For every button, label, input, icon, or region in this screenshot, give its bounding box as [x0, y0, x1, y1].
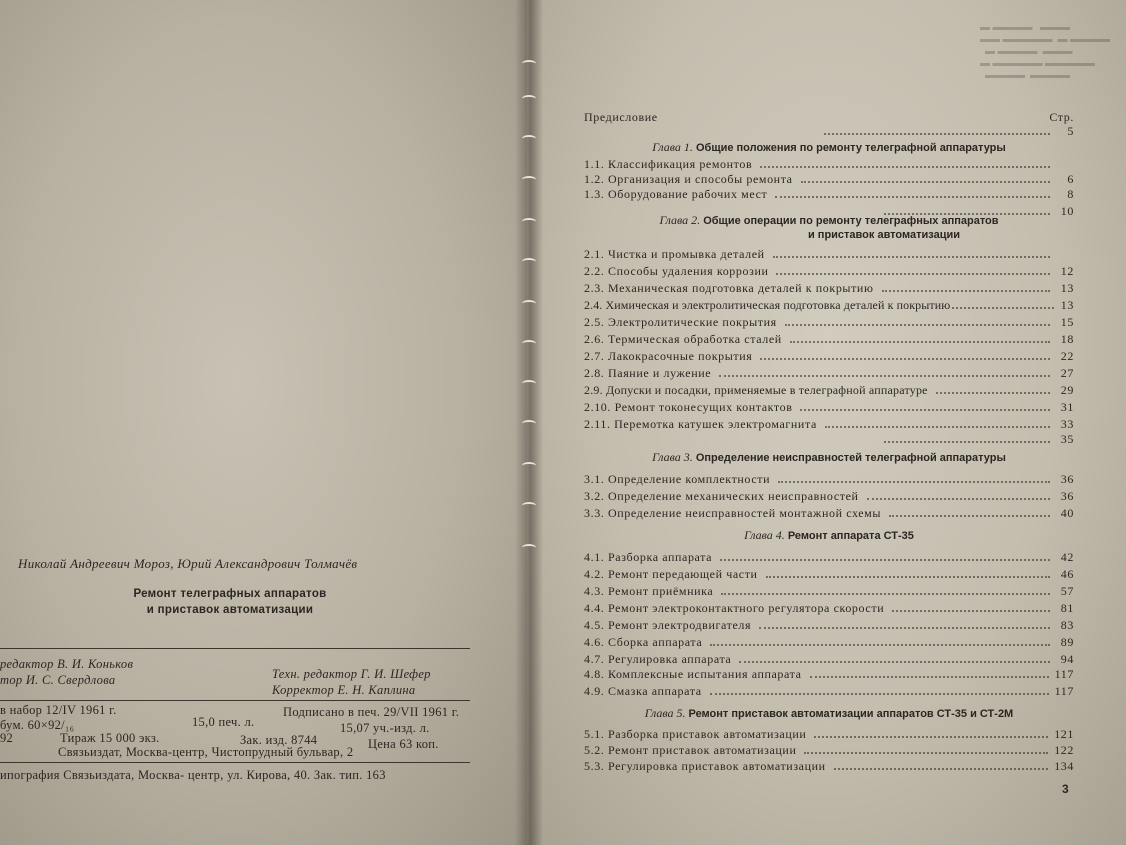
- binding-stitch: [522, 462, 536, 469]
- toc-preface-label: Предисловие: [584, 110, 658, 124]
- chapter-5-title: Ремонт приставок автоматизации аппаратов СТ-35 и СТ-2М: [688, 708, 1014, 720]
- order-code: 92: [0, 731, 14, 745]
- order-number: Зак. изд. 8744: [240, 733, 318, 747]
- chapter-4-number: Глава 4.: [744, 528, 785, 542]
- edit-sheets: 15,07 уч.-изд. л.: [340, 721, 430, 735]
- binding-stitch: [522, 176, 536, 183]
- binding-stitch: [522, 258, 536, 265]
- credit-corrector: Корректор Е. Н. Каплина: [272, 683, 416, 697]
- binding-stitch: [522, 380, 536, 387]
- binding-stitch: [522, 502, 536, 509]
- toc-preface-page: 5: [1067, 124, 1074, 138]
- authors: Николай Андреевич Мороз, Юрий Александрович Толмачёв: [18, 556, 358, 571]
- printer: ипография Связьиздата, Москва- центр, ул. Кирова, 40. Зак. тип. 163: [0, 768, 386, 782]
- binding-stitch: [522, 60, 536, 67]
- binding-stitch: [522, 340, 536, 347]
- toc-entry: 2.8. Паяние и лужение 27: [584, 366, 1074, 380]
- chapter-2-number: Глава 2.: [659, 213, 701, 227]
- toc-page-header: Стр.: [1049, 110, 1074, 124]
- binding-stitch: [522, 135, 536, 142]
- toc-entry: 4.9. Смазка аппарата 117: [584, 684, 1074, 698]
- chapter-2-heading: [584, 213, 1074, 242]
- toc-entry: 2.2. Способы удаления коррозии 12: [584, 264, 1074, 278]
- chapter-5-heading: [584, 706, 1074, 721]
- toc-entry: 2.11. Перемотка катушек электромагнита 33: [584, 417, 1074, 431]
- toc-entry: 1.3. Оборудование рабочих мест 8: [584, 187, 1074, 201]
- chapter-4-title: Ремонт аппарата СТ-35: [787, 530, 914, 542]
- toc-entry: 2.5. Электролитические покрытия 15: [584, 315, 1074, 329]
- toc-entry: 3.1. Определение комплектности 36: [584, 472, 1074, 486]
- chapter-3-page: 35: [1060, 432, 1074, 446]
- toc-entry: 3.3. Определение неисправностей монтажной схемы 40: [584, 506, 1074, 520]
- book-title-line1: Ремонт телеграфных аппаратов: [133, 588, 327, 600]
- publisher: Связьиздат, Москва-центр, Чистопрудный бульвар, 2: [58, 745, 354, 759]
- toc-entry: 5.3. Регулировка приставок автоматизации 134: [584, 759, 1074, 773]
- sign-date: Подписано в печ. 29/VII 1961 г.: [283, 705, 460, 719]
- toc-entry: 1.2. Организация и способы ремонта 6: [584, 172, 1074, 186]
- toc-entry: 2.4. Химическая и электролитическая подготовка деталей к покрытию 13: [584, 298, 1074, 312]
- divider: [0, 700, 470, 701]
- print-sheets: 15,0 печ. л.: [192, 715, 255, 729]
- chapter-1-number: Глава 1.: [652, 140, 693, 154]
- chapter-4-heading: [584, 528, 1074, 543]
- chapter-5-number: Глава 5.: [644, 706, 686, 720]
- binding-stitch: [522, 420, 536, 427]
- credit-second: тор И. С. Свердлова: [0, 673, 116, 687]
- toc-entry: 3.2. Определение механических неисправностей 36: [584, 489, 1074, 503]
- chapter-3-heading: [584, 450, 1074, 465]
- book-title-line2: и приставок автоматизации: [146, 604, 314, 616]
- toc-entry: 5.2. Ремонт приставок автоматизации 122: [584, 743, 1074, 757]
- toc-entry: 2.7. Лакокрасочные покрытия 22: [584, 349, 1074, 363]
- paper-format: бум. 60×92/₁₆: [0, 718, 75, 732]
- binding-stitch: [522, 95, 536, 102]
- chapter-3-title: Определение неисправностей телеграфной аппаратуры: [695, 452, 1006, 464]
- toc-entry: 2.9. Допуски и посадки, применяемые в телеграфной аппаратуре 29: [584, 383, 1074, 397]
- circulation: Тираж 15 000 экз.: [60, 731, 160, 745]
- chapter-3-number: Глава 3.: [652, 450, 693, 464]
- chapter-2-title-line2: и приставок автоматизации: [807, 229, 960, 241]
- toc-entry: 4.1. Разборка аппарата 42: [584, 550, 1074, 564]
- toc-entry: 2.10. Ремонт токонесущих контактов 31: [584, 400, 1074, 414]
- print-date: в набор 12/IV 1961 г.: [0, 703, 117, 717]
- toc-entry: 4.8. Комплексные испытания аппарата 117: [584, 667, 1074, 681]
- chapter-1-title: Общие положения по ремонту телеграфной аппаратуры: [695, 142, 1006, 154]
- divider: [0, 762, 470, 763]
- toc-entry: 2.3. Механическая подготовка деталей к покрытию 13: [584, 281, 1074, 295]
- credit-tech-editor: Техн. редактор Г. И. Шефер: [272, 667, 431, 681]
- toc-entry: 4.6. Сборка аппарата 89: [584, 635, 1074, 649]
- toc-entry: 2.1. Чистка и промывка деталей: [584, 247, 1074, 262]
- chapter-2-page: 10: [1060, 204, 1074, 218]
- toc-chapter-3-page-row: [584, 432, 1074, 447]
- toc-entry: 2.6. Термическая обработка сталей 18: [584, 332, 1074, 346]
- toc-entry: 4.7. Регулировка аппарата 94: [584, 652, 1074, 666]
- credit-editor: редактор В. И. Коньков: [0, 657, 134, 671]
- toc-entry: 4.2. Ремонт передающей части 46: [584, 567, 1074, 581]
- price: Цена 63 коп.: [368, 737, 439, 751]
- binding-stitch: [522, 300, 536, 307]
- toc-entry: 4.4. Ремонт электроконтактного регулятора скорости 81: [584, 601, 1074, 615]
- toc-entry: 4.5. Ремонт электродвигателя 83: [584, 618, 1074, 632]
- toc-entry: 1.1. Классификация ремонтов: [584, 157, 1074, 172]
- page-number: 3: [1062, 782, 1069, 796]
- chapter-2-title: Общие операции по ремонту телеграфных аппаратов: [703, 215, 999, 227]
- bleed-through-text: ▬ ▬▬▬▬ ▬▬▬ ▬▬ ▬▬▬▬▬ ▬ ▬▬▬▬ ▬ ▬▬▬▬ ▬▬▬ ▬ ▬▬▬▬▬ ▬▬▬▬▬ ▬▬▬▬ ▬▬▬▬: [980, 22, 1110, 81]
- toc-preface: [584, 110, 1074, 125]
- binding-stitch: [522, 544, 536, 551]
- binding-stitch: [522, 218, 536, 225]
- divider: [0, 648, 470, 649]
- toc-entry: 4.3. Ремонт приёмника 57: [584, 584, 1074, 598]
- toc-entry: 5.1. Разборка приставок автоматизации 121: [584, 727, 1074, 741]
- chapter-1-heading: [584, 140, 1074, 155]
- toc-preface-page-row: [584, 125, 1074, 139]
